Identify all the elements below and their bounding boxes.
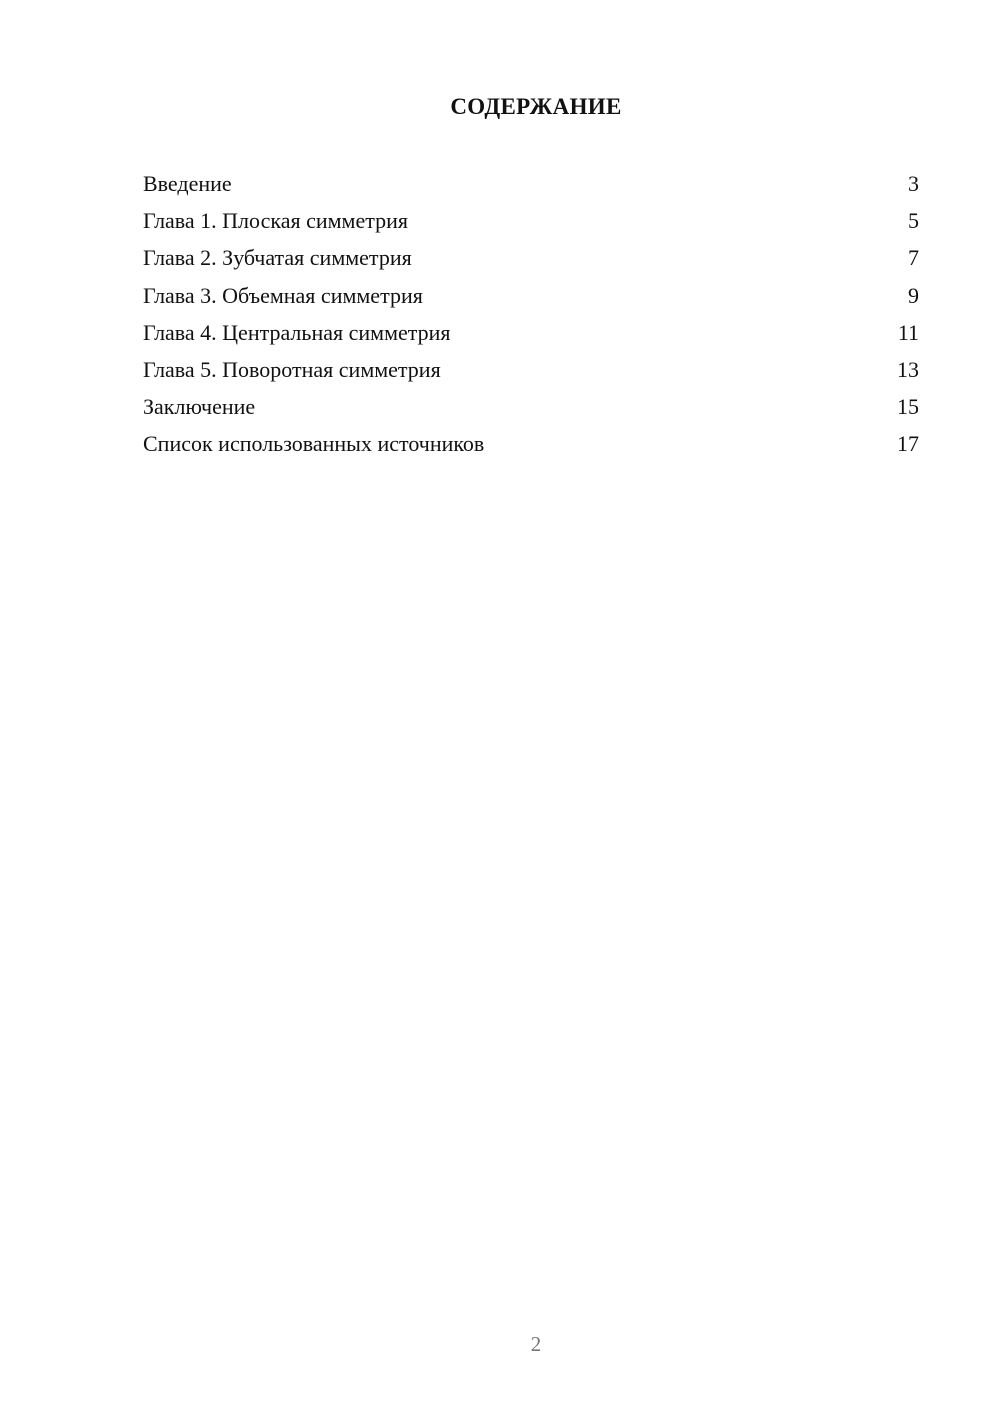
toc-entry-chapter-4: [143, 318, 919, 355]
toc-entry-title: Глава 1. Плоская симметрия: [143, 208, 409, 234]
toc-entry-title: Глава 4. Центральная симметрия: [143, 319, 451, 345]
toc-entry-title: Глава 3. Объемная симметрия: [143, 282, 423, 308]
toc-entry-title: Глава 2. Зубчатая симметрия: [143, 245, 412, 271]
toc-entry-title: Введение: [143, 171, 232, 196]
toc-entry-page-number: 13: [897, 356, 919, 382]
toc-entry-page-number: 17: [897, 431, 919, 457]
toc-heading: СОДЕРЖАНИЕ: [450, 94, 622, 119]
toc-entry-references: [143, 429, 919, 466]
page-number: 2: [530, 1332, 542, 1356]
toc-entry-page-number: 15: [897, 394, 919, 420]
toc-entry-title: Заключение: [143, 394, 256, 420]
toc-entry-chapter-3: [143, 281, 919, 318]
toc-entry-page-number: 9: [908, 282, 919, 308]
toc-entry-chapter-1: [143, 206, 919, 243]
toc-entry-introduction: [143, 169, 919, 206]
toc-entry-page-number: 5: [908, 208, 919, 234]
toc-entry-page-number: 11: [897, 319, 919, 345]
toc-entry-title: Список использованных источников: [143, 431, 485, 457]
toc-entry-conclusion: [143, 392, 919, 429]
toc-entry-page-number: 7: [908, 245, 919, 271]
toc-entry-chapter-2: [143, 243, 919, 280]
table-of-contents: [143, 169, 919, 467]
toc-entry-page-number: 3: [908, 171, 919, 196]
toc-entry-title: Глава 5. Поворотная симметрия: [143, 356, 441, 382]
toc-entry-chapter-5: [143, 355, 919, 392]
